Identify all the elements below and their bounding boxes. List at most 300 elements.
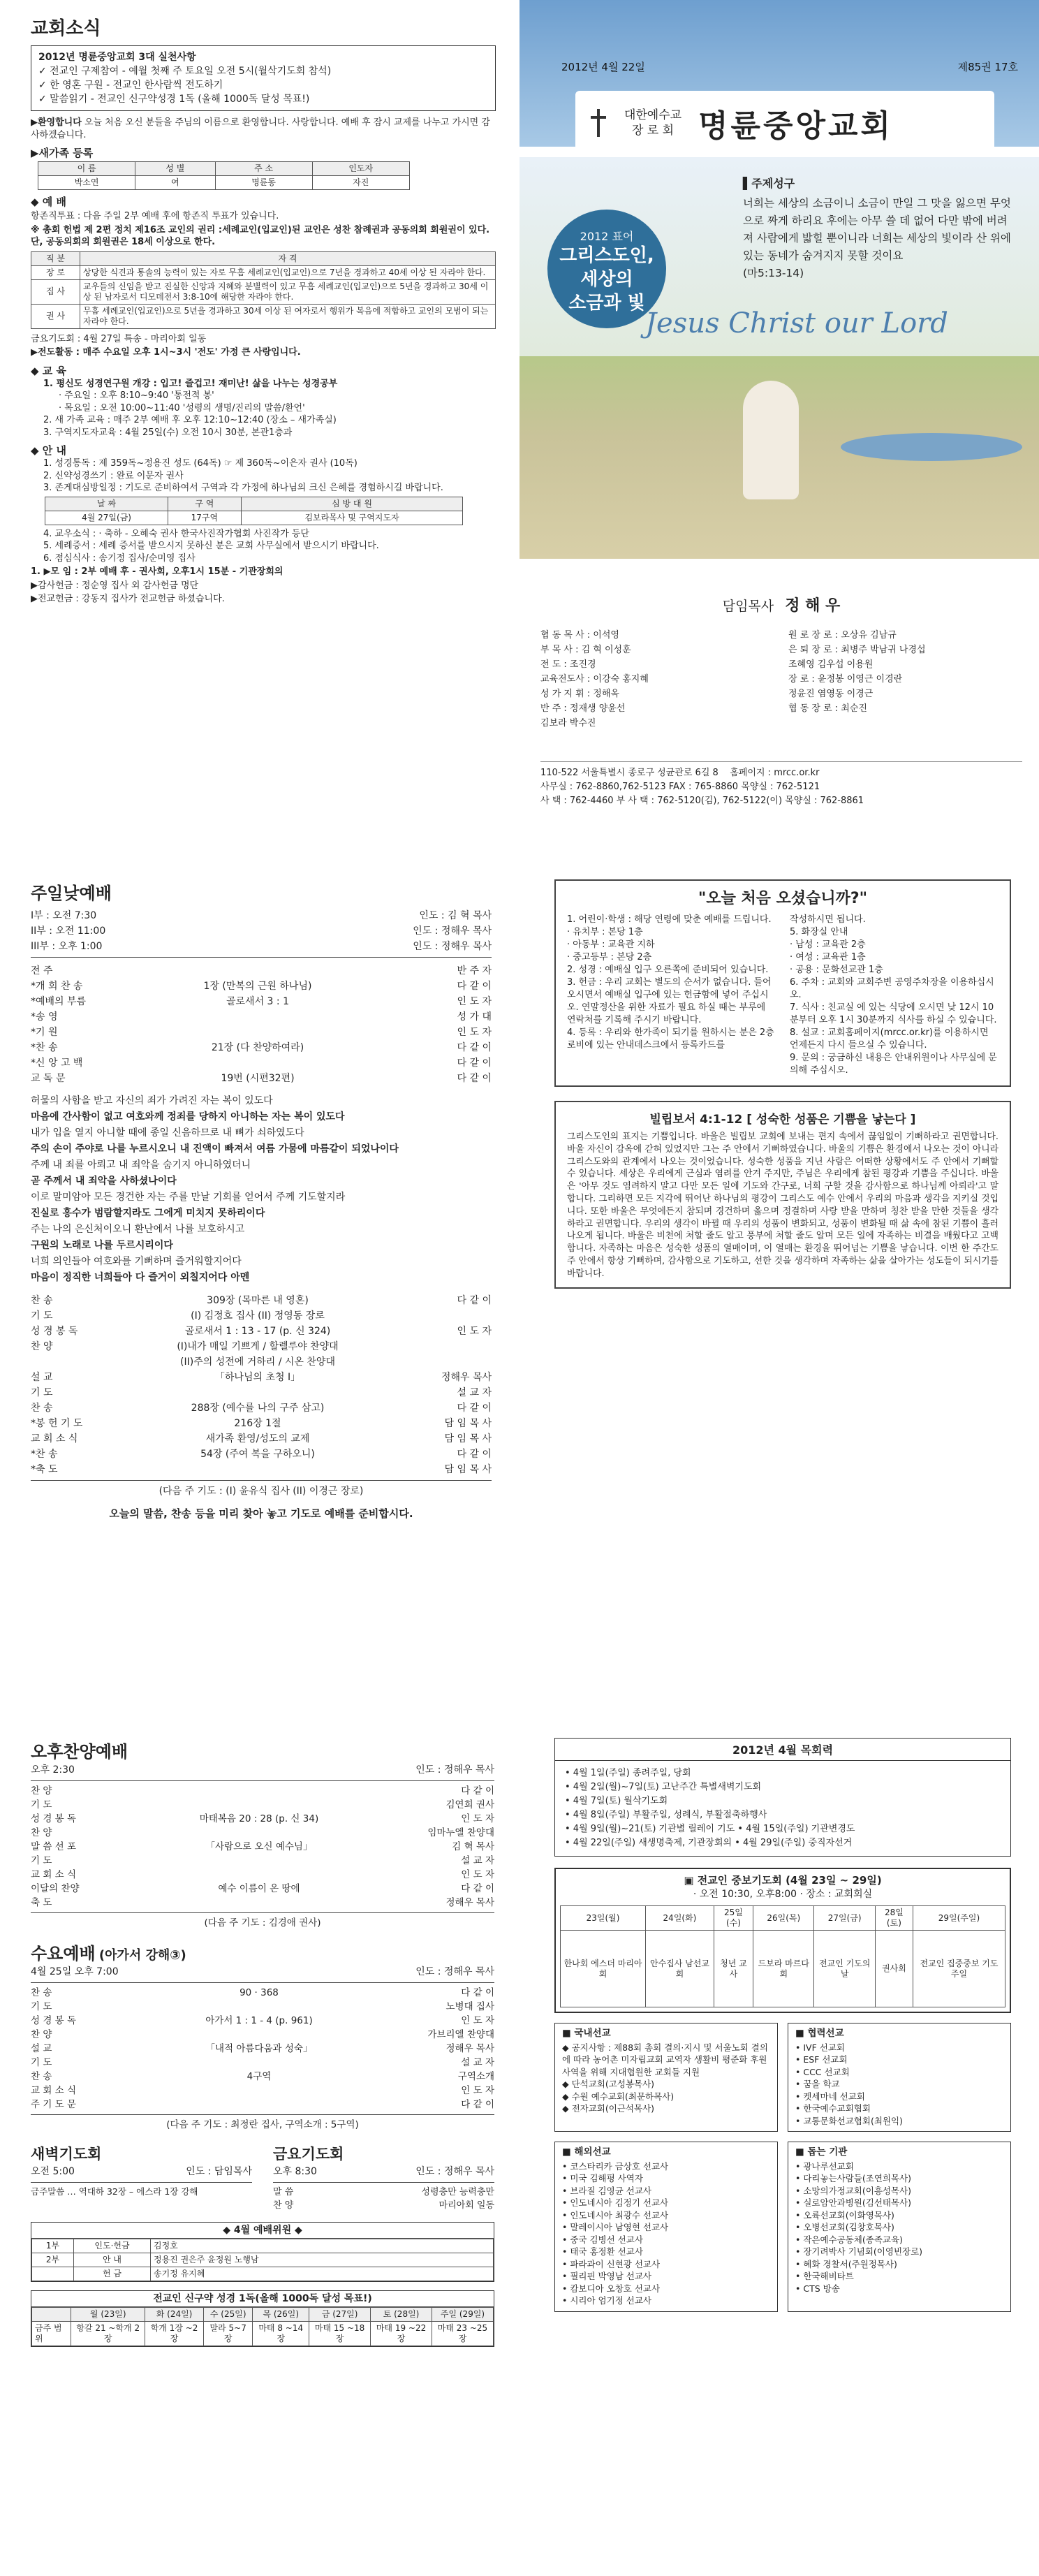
order-leader: 다 같 이 (457, 1403, 492, 1414)
script-lettering: Jesus Christ our Lord (645, 307, 948, 339)
list-item: • CCC 선교회 (795, 2066, 850, 2077)
staff-entry: 장 로 : 윤정봉 이영근 이경란 (788, 674, 903, 685)
order-content (108, 1385, 408, 1400)
table-header: 심 방 대 원 (241, 497, 463, 511)
duty-line: ※ 총회 헌법 제 2편 정치 제16조 교인의 권리 :세례교인(입교인)된 교인은 성찬 참례권과 공동의회 회원권이 있다. 단, 공동의회의 회원권은 18세 이상으로 한다. (31, 224, 490, 247)
list-item: 8. 설교 : 교회홈페이지(mrcc.or.kr)를 이용하시면 언제든지 다시 들으실 수 있습니다. (790, 1027, 989, 1051)
order-item: 전 주 (31, 965, 53, 976)
list-item: • 4월 8일(주일) 부활주일, 성례식, 부활절축하행사 (565, 1810, 767, 1820)
friday-value: 마리아회 일동 (439, 2200, 494, 2211)
order-leader: 정해우 목사 (445, 1897, 494, 1908)
list-item: • 혜화 경찰서(주원정목사) (795, 2258, 897, 2269)
news-item: 4. 교우소식 : · 축하 - 오혜숙 권사 한국사진작가협회 사진작가 등단 (43, 528, 309, 539)
order-content: (I)내가 매일 기쁘게 / 할렐루야 찬양대 (177, 1341, 339, 1352)
practice-line: 2012년 명륜중앙교회 3대 실천사항 (38, 52, 196, 63)
table-cell (32, 2267, 74, 2281)
list-item: 4. 등록 : 우리와 한가족이 되기를 원하시는 분은 2층 로비에 있는 안내데스크에서 등록카드를 (567, 1027, 774, 1051)
practice-line: ✓ 전교인 구제참여 - 예월 첫째 주 토요일 오전 5시(월삭기도회 참석) (38, 66, 332, 77)
list-item: • 작은예수공동체(종족교육) (795, 2234, 903, 2245)
other-services-panel (0, 1717, 520, 2576)
table-cell: 마태 23 ~25장 (432, 2322, 494, 2346)
order-row (31, 1840, 494, 1854)
duty-heading: ◆ 예 배 (31, 196, 66, 208)
order-row (31, 1339, 492, 1354)
order-leader: 다 같 이 (461, 1987, 494, 1998)
staff-grid (540, 628, 1022, 731)
list-item: • 장기려박사 기념회(이영빈장로) (795, 2246, 923, 2257)
list-item: • 한국예수교회협회 (795, 2103, 871, 2114)
order-item: 성 경 봉 독 (31, 1813, 77, 1824)
staff-entry: 반 주 : 정재생 양윤선 (540, 703, 626, 714)
supported-organizations (788, 2142, 1011, 2312)
newcomer-heading: ▶새가족 등록 (31, 147, 94, 159)
reading-line: 이로 말미암아 모든 경건한 자는 주를 만날 기회를 얻어서 주께 기도할지라 (31, 1192, 346, 1203)
table-header: 자 격 (80, 251, 496, 265)
service-time: III부 : 오후 1:00 (31, 941, 103, 952)
reading-line: 곧 주께서 내 죄악을 사하셨나이다 (31, 1176, 177, 1187)
address-line: 110-522 서울특별시 종로구 성균관로 6길 8 (540, 768, 719, 778)
list-item: • 중국 김병선 선교사 (562, 2234, 643, 2245)
order-item: 설 교 (31, 1372, 53, 1383)
bible-table (31, 2307, 494, 2346)
denomination-line: 대한예수교 (624, 108, 682, 122)
list-item: • 다리놓는사람들(조연희목사) (795, 2173, 912, 2183)
order-item: 기 도 (31, 2001, 52, 2012)
order-content (108, 963, 408, 979)
order-row (31, 1826, 494, 1840)
intercession-title: ▣ 전교인 중보기도회 (4월 23일 ~ 29일) (684, 1874, 882, 1887)
pastor-name: 정 해 우 (785, 597, 841, 615)
service-time: I부 : 오전 7:30 (31, 910, 97, 921)
order-leader (408, 1339, 492, 1354)
news-item: ◆ 교 육 (31, 364, 66, 377)
afternoon-order (31, 1784, 494, 1910)
order-leader: 다 같 이 (461, 1883, 494, 1894)
service-time-row (31, 939, 492, 954)
divider (273, 2182, 494, 2183)
responsive-reading (31, 1093, 492, 1286)
order-item: 교 회 소 식 (31, 1433, 78, 1444)
order-row (31, 1986, 494, 2000)
news-item: 2. 새 가족 교육 : 매주 2부 예배 후 오후 12:10~12:40 (장소 – 새가족실) (43, 415, 337, 425)
order-of-worship (31, 963, 492, 1086)
order-item: 성 경 봉 독 (31, 2015, 77, 2026)
order-item: *기 원 (31, 1027, 58, 1038)
list-item: · 남성 : 교육관 2층 (790, 939, 866, 950)
order-row (31, 1293, 492, 1308)
order-leader: 인 도 자 (461, 1869, 494, 1880)
order-content: 「하나님의 초청 I」 (214, 1372, 301, 1383)
order-row (31, 1896, 494, 1910)
table-cell: 송기정 유지혜 (151, 2267, 494, 2281)
cooperative-mission (788, 2023, 1011, 2132)
list-item: • 인도네시아 최광수 선교사 (562, 2209, 669, 2220)
next-prayer-note: (다음 주 기도 : (I) 윤유식 집사 (II) 이경근 장로) (159, 1486, 364, 1497)
order-row (31, 1354, 492, 1370)
order-content: 19번 (시편32편) (221, 1073, 295, 1084)
news-item: · 목요일 : 오전 10:00~11:40 '성령의 생명/진리의 말씀/환언' (59, 402, 305, 414)
order-leader: 반 주 자 (457, 965, 492, 976)
list-item: • 오병선교회(김창호목사) (795, 2222, 894, 2232)
theme-verse: 너희는 세상의 소금이니 소금이 만일 그 맛을 잃으면 무엇으로 짜게 하리요 후에는 아무 쓸 데 없어 다만 밖에 버려져 사람에게 밟힐 뿐이니라 너희는 세상의 빛이라 산 위에 있는 동네가 숨겨지지 못할 것이요 (743, 197, 1011, 262)
order-leader: 인 도 자 (461, 2085, 494, 2096)
news-item: · 주요일 : 오후 8:10~9:40 '통전적 봉' (59, 390, 214, 401)
list-item: 6. 주차 : 교회와 교회주변 공영주차장을 이용하십시오. (790, 977, 994, 1000)
order-leader: 다 같 이 (457, 981, 492, 992)
staff-entry: 전 도 : 조진경 (540, 659, 596, 670)
list-item: · 아동부 : 교육관 지하 (567, 939, 655, 950)
order-row (31, 1447, 492, 1462)
denomination-line: 장 로 회 (631, 124, 675, 138)
domestic-heading: ■ 국내선교 (562, 2028, 611, 2039)
table-header: 날 짜 (45, 497, 168, 511)
service-leader: 인도 : 정해우 목사 (413, 925, 492, 937)
first-visit-left (567, 914, 776, 1077)
order-item (31, 1354, 108, 1370)
order-item: *개 회 찬 송 (31, 981, 83, 992)
motto-year: 2012 표어 (580, 230, 634, 243)
table-cell: 권사회 (875, 1931, 913, 2007)
church-header (575, 91, 994, 155)
order-row (31, 1416, 492, 1431)
order-leader: 성 가 대 (457, 1011, 492, 1023)
table-cell: 23일(월) (561, 1906, 646, 1931)
divider (31, 1780, 494, 1781)
list-item: • 오륙선교회(이화영목사) (795, 2209, 894, 2220)
order-content (108, 1896, 411, 1910)
list-item: • 파라과이 신현광 선교사 (562, 2258, 661, 2269)
reading-line: 너희 의인들아 여호와를 기뻐하며 즐거워할지어다 (31, 1256, 242, 1267)
news-item: 1. 평신도 성경연구원 개강 : 입고! 즐겁고! 재미난! 삶을 나누는 성경공부 (43, 378, 338, 389)
news-item: ▶전도활동 : 매주 수요일 오후 1시~3시 '전도' 가정 큰 사랑입니다. (31, 347, 301, 358)
order-leader: 다 같 이 (457, 1073, 492, 1084)
list-item: • 시리아 엄기정 선교사 (562, 2295, 651, 2306)
reading-line: 주께 내 죄를 아뢰고 내 죄악을 숨기지 아니하였더니 (31, 1159, 251, 1171)
afternoon-footnote: (다음 주 기도 : 김경애 권사) (204, 1917, 321, 1929)
schedule-panel (520, 1717, 1039, 2576)
order-item: 교 회 소 식 (31, 1869, 77, 1880)
friday-label: 말 씀 (273, 2187, 294, 2197)
intercession-table (560, 1905, 1005, 2007)
schedule-title: 2012년 4월 목회력 (554, 1738, 1011, 1761)
order-item: 기 도 (31, 1855, 52, 1866)
order-row (31, 1324, 492, 1339)
order-item: 찬 송 (31, 1403, 53, 1414)
theme-verse-box (743, 175, 1015, 282)
dawn-prayer (31, 2143, 252, 2212)
divider (31, 1480, 492, 1481)
wednesday-order (31, 1986, 494, 2112)
news-item: 1. ▶모 임 : 2부 예배 후 - 권사회, 오후1시 15분 - 기관장회의 (31, 566, 283, 577)
order-content (108, 2028, 411, 2042)
order-content: 21장 (다 찬양하여라) (211, 1042, 304, 1053)
news-item: 5. 세례증서 : 세례 증서를 받으시지 못하신 분은 교회 사무실에서 받으시기 바랍니다. (43, 541, 379, 551)
order-leader: 설 교 자 (461, 2057, 494, 2068)
list-item: ◆ 단석교회(고성봉목사) (562, 2079, 655, 2089)
order-leader: 임마누엘 찬양대 (427, 1827, 494, 1838)
news-panel (0, 0, 520, 858)
list-item: • 4월 2일(월)~7일(토) 고난주간 특별새벽기도회 (565, 1782, 762, 1792)
list-item: • 4월 7일(토) 월삭기도회 (565, 1796, 668, 1806)
list-item: • 브라질 김영균 선교사 (562, 2185, 651, 2196)
order-content: 새가족 환영/성도의 교제 (205, 1433, 310, 1444)
order-leader: 다 같 이 (457, 1449, 492, 1460)
service-times (31, 908, 492, 954)
practice-line: ✓ 말씀읽기 - 전교인 신구약성경 1독 (올해 1000독 달성 목표!) (38, 94, 310, 105)
order-content: 90 · 368 (240, 1987, 279, 1998)
staff-entry: 협 동 목 사 : 이석영 (540, 630, 619, 641)
order-content (108, 1798, 411, 1812)
first-visit-right (790, 914, 999, 1077)
list-item: · 여성 : 교육관 1층 (790, 952, 866, 963)
bible-title: 전교인 신구약 성경 1독(올해 1000독 달성 목표!) (31, 2291, 494, 2307)
list-item: • 광나루선교회 (795, 2160, 854, 2172)
table-cell: 장 로 (31, 265, 80, 279)
list-item: • 꿈을 학교 (795, 2079, 840, 2089)
reading-line: 주의 손이 주야로 나를 누르시오니 내 진액이 빠져서 여름 가뭄에 마름같이 되었나이다 (31, 1143, 399, 1155)
order-row (31, 2014, 494, 2028)
friday-value: 성령충만 능력충만 (421, 2187, 494, 2197)
motto-line: 그리스도인, (559, 245, 654, 266)
sermon-box (554, 1101, 1011, 1289)
divider (31, 2182, 252, 2183)
reading-line: 구원의 노래로 나를 두르시리이다 (31, 1240, 173, 1251)
order-item: 찬 송 (31, 2071, 52, 2082)
table-cell: 17구역 (168, 511, 242, 525)
intercession-subtitle: · 오전 10:30, 오후8:00 · 장소 : 교회회실 (693, 1889, 873, 1900)
list-item: • 소망의가정교회(이흥성목사) (795, 2185, 912, 2196)
order-item: 주 기 도 문 (31, 2099, 77, 2110)
newcomer-table (38, 161, 410, 190)
order-content: 288장 (예수를 나의 구주 삼고) (191, 1403, 325, 1414)
schedule-list (554, 1761, 1011, 1857)
table-cell: 28일(토) (875, 1906, 913, 1931)
table-header: 직 분 (31, 251, 80, 265)
order-item: 찬 양 (31, 1341, 53, 1352)
list-item: 작성하시면 됩니다. (790, 914, 866, 925)
order-row (31, 1400, 492, 1416)
order-row (31, 1009, 492, 1025)
order-item: 기 도 (31, 2057, 52, 2068)
sermon-title: 빌립보서 4:1-12 [ 성숙한 성품은 기쁨을 낳는다 ] (649, 1113, 916, 1127)
table-header: 월 (23일) (71, 2308, 145, 2322)
order-row (31, 1040, 492, 1055)
table-header: 금 (27일) (309, 2308, 371, 2322)
order-row (31, 2056, 494, 2070)
order-item: 찬 양 (31, 1785, 52, 1796)
order-row (31, 2084, 494, 2098)
reading-line: 마음에 간사함이 없고 여호와께 정죄를 당하지 아니하는 자는 복이 있도다 (31, 1111, 345, 1122)
reading-line: 허물의 사함을 받고 자신의 죄가 가려진 자는 복이 있도다 (31, 1095, 273, 1106)
order-item: 설 교 (31, 2043, 52, 2054)
welcome-heading: ▶환영합니다 (31, 117, 82, 128)
order-row (31, 1784, 494, 1798)
order-item: 기 도 (31, 1387, 53, 1398)
helpers-title: ◆ 4월 예배위원 ◆ (31, 2223, 494, 2239)
order-content: 216장 1절 (234, 1418, 281, 1429)
wednesday-footnote: (다음 주 기도 : 최정란 집사, 구역소개 : 5구역) (166, 2119, 359, 2130)
coop-heading: ■ 협력선교 (795, 2028, 844, 2039)
order-leader: 정해우 목사 (441, 1372, 492, 1383)
motto-line: 소금과 빛 (568, 293, 645, 314)
helpers-table (31, 2239, 494, 2281)
staff-entry: 원 로 장 로 : 오상유 김남규 (788, 630, 897, 641)
order-item: 찬 송 (31, 1987, 52, 1998)
order-of-worship-2 (31, 1293, 492, 1477)
afternoon-time: 오후 2:30 (31, 1764, 75, 1776)
table-cell: 전교인 기도의날 (814, 1931, 875, 2007)
table-cell: 김정호 (151, 2239, 494, 2253)
table-header (32, 2308, 71, 2322)
table-cell: 항갈 21 ~학개 2장 (71, 2322, 145, 2346)
order-content: 「사람으로 오신 예수님」 (205, 1841, 313, 1852)
wednesday-subtitle: (아가서 강해③) (98, 1948, 186, 1963)
order-item: 찬 양 (31, 2029, 52, 2040)
divider (31, 2114, 494, 2115)
table-cell: 마태 19 ~22장 (371, 2322, 432, 2346)
table-header: 주 소 (215, 162, 312, 176)
wednesday-leader: 인도 : 정해우 목사 (415, 1966, 494, 1977)
overseas-mission (554, 2142, 778, 2312)
table-header: 성 별 (135, 162, 215, 176)
domestic-mission (554, 2023, 778, 2132)
theme-reference: (마5:13-14) (743, 267, 804, 279)
order-leader: 구역소개 (457, 2071, 494, 2082)
overseas-heading: ■ 해외선교 (562, 2146, 611, 2158)
order-item: *봉 헌 기 도 (31, 1418, 83, 1429)
list-item: · 유치부 : 본당 1층 (567, 927, 643, 937)
list-item: ◆ 공지사항 : 제88회 총회 결의·지시 및 서울노회 결의에 따라 농어촌 미자립교회 교역자 생활비 평준화 후원 사역을 위해 지대협원한 교회들 지원 (562, 2042, 768, 2077)
table-header: 목 (26일) (253, 2308, 309, 2322)
order-content (108, 2084, 411, 2098)
list-item: ◆ 수원 예수교회(최문하목사) (562, 2091, 675, 2102)
table-cell: 2부 (32, 2253, 74, 2267)
table-cell: 김보라목사 및 구역지도자 (241, 511, 463, 525)
order-item: *찬 송 (31, 1042, 58, 1053)
order-content (108, 2098, 411, 2112)
list-item: ◆ 전자교회(이근석목사) (562, 2103, 655, 2114)
news-item: 2. 신약성경쓰기 : 완료 이문자 권사 (43, 470, 184, 481)
list-item: • 코스타리카 금상호 선교사 (562, 2160, 669, 2172)
table-cell: 권 사 (31, 304, 80, 328)
table-cell: 인도·헌금 (74, 2239, 151, 2253)
order-item: 찬 송 (31, 1295, 53, 1306)
table-cell: 교우들의 신임을 받고 진실한 신앙과 지혜와 분별력이 있고 무흠 세례교인(입교인)으로 5년을 경과하고 30세 이상 된 남자로서 디모데전서 3:8-10에 해당한 자라야 한다. (80, 279, 496, 304)
order-leader: 인 도 자 (457, 1326, 492, 1337)
shepherd-illustration (743, 381, 799, 499)
table-cell: 금주 범위 (32, 2322, 71, 2346)
church-name: 명륜중앙교회 (698, 108, 894, 144)
list-item: • 캄보디아 오창호 선교사 (562, 2283, 661, 2294)
order-content: 309장 (목마른 내 영혼) (207, 1295, 309, 1306)
table-cell: 집 사 (31, 279, 80, 304)
table-header: 주일 (29일) (432, 2308, 494, 2322)
order-content (108, 1462, 408, 1477)
order-content: 1장 (만복의 근원 하나님) (203, 981, 312, 992)
order-content: 예수 이름이 온 땅에 (218, 1883, 300, 1894)
order-item: 이달의 찬양 (31, 1883, 80, 1894)
order-leader: 김연희 권사 (445, 1799, 494, 1810)
table-cell: 27일(금) (814, 1906, 875, 1931)
order-leader: 노병대 집사 (445, 2001, 494, 2012)
wednesday-time: 4월 25일 오후 7:00 (31, 1966, 119, 1977)
order-leader: 정해우 목사 (445, 2043, 494, 2054)
table-header: 수 (25일) (204, 2308, 253, 2322)
table-cell: 마태 15 ~18장 (309, 2322, 371, 2346)
reading-line: 마음이 정직한 너희들아 다 즐거이 외칠지어다 아멘 (31, 1272, 250, 1283)
list-item: 5. 화장실 안내 (790, 927, 848, 937)
order-content: 마태복음 20 : 28 (p. 신 34) (199, 1813, 319, 1824)
order-content: (II)주의 성전에 거하리 / 시온 찬양대 (180, 1356, 335, 1368)
order-leader: 가브리엘 찬양대 (427, 2029, 494, 2040)
order-leader: 다 같 이 (457, 1295, 492, 1306)
list-item: • 켓세마네 선교회 (795, 2091, 865, 2102)
order-content: (I) 김정호 집사 (II) 정영동 장로 (191, 1310, 325, 1322)
order-row (31, 1462, 492, 1477)
order-row (31, 1431, 492, 1447)
list-item: • IVF 선교회 (795, 2042, 845, 2053)
first-visit-title: "오늘 처음 오셨습니까?" (698, 890, 868, 907)
table-cell: 25일(수) (714, 1906, 753, 1931)
table-cell: 마태 8 ~14장 (253, 2322, 309, 2346)
staff-entry: 은 퇴 장 로 : 최병주 박남귀 나경섭 (788, 645, 926, 655)
order-row (31, 2070, 494, 2084)
order-item: 교 독 문 (31, 1073, 66, 1084)
table-header: 화 (24일) (145, 2308, 204, 2322)
dawn-time: 오전 5:00 (31, 2166, 75, 2177)
order-leader: 인 도 자 (461, 1813, 494, 1824)
staff-entry: 부 목 사 : 김 혁 이성훈 (540, 645, 631, 655)
intercession-box (554, 1868, 1011, 2013)
afternoon-title: 오후찬양예배 (31, 1742, 128, 1762)
order-content: 54장 (주여 복을 구하오니) (200, 1449, 315, 1460)
divider (31, 1912, 494, 1913)
staff-entry: 정윤진 염영동 이경근 (788, 689, 874, 699)
order-content (108, 1784, 411, 1798)
river-illustration (841, 433, 1022, 461)
table-cell: 26일(목) (753, 1906, 814, 1931)
order-item: 교 회 소 식 (31, 2085, 77, 2096)
visit-table (45, 497, 463, 525)
order-leader: 인 도 자 (461, 2015, 494, 2026)
table-header: 이 름 (38, 162, 135, 176)
service-time-row (31, 923, 492, 939)
order-item: 찬 양 (31, 1827, 52, 1838)
friday-prayer (273, 2143, 494, 2212)
church-address (540, 761, 1022, 808)
senior-pastor (540, 594, 1022, 615)
order-item: *예배의 부름 (31, 996, 87, 1007)
service-time-row (31, 908, 492, 923)
order-content: 아가서 1 : 1 - 4 (p. 961) (205, 2015, 313, 2026)
staff-entry: 김보라 박수진 (540, 718, 596, 729)
aid-heading: ■ 돕는 기관 (795, 2146, 848, 2158)
table-cell: 전교인 집중중보 기도주일 (913, 1931, 1005, 2007)
order-content (108, 1055, 408, 1071)
bible-reading (31, 2290, 494, 2347)
table-cell: 말라 5~7장 (204, 2322, 253, 2346)
cross-icon (589, 109, 607, 137)
list-item: • 실로암안과병원(김선태목사) (795, 2197, 912, 2208)
order-item: *축 도 (31, 1464, 58, 1475)
denomination (614, 108, 691, 138)
list-item: 1. 어린이·학생 : 해당 연령에 맞춘 예배를 드립니다. (567, 914, 772, 925)
tel-line: 사 택 : 762-4460 부 사 택 : 762-5120(김), 762-5122(이) 목양실 : 762-8861 (540, 796, 864, 806)
list-item: • 한국해비타트 (795, 2271, 854, 2281)
order-content (108, 1025, 408, 1040)
list-item: • 태국 홍정환 선교사 (562, 2246, 643, 2257)
table-cell: 한나회 에스더 마리아회 (561, 1931, 646, 2007)
